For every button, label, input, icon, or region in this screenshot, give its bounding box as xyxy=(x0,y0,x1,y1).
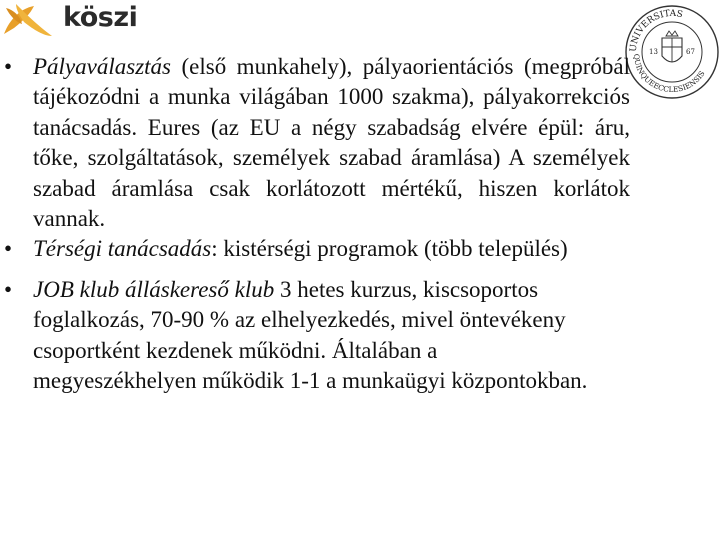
bullet-symbol: • xyxy=(4,236,13,262)
bullet-list xyxy=(0,52,700,396)
bullet-text: (első munkahely), pályaorientációs (megpróbál tájékozódni a munka világában 1000 szakma), pályakorrekciós tanácsadás. Eures (az EU a négy szabadság elvére épül: áru, tőke, szolgáltatások, személyek szabad áramlása) A személyek szabad áramlása csak korlátozott mértékű, hiszen korlátok vannak. xyxy=(33,54,630,232)
bullet-text: 3 hetes kurzus, kiscsoportos foglalkozás, 70-90 % az elhelyezkedés, mivel öntevékeny csoportként kezdenek működni. Általában a megyeszékhelyen működik 1-1 a munkaügyi központokban. xyxy=(33,276,588,394)
bullet-symbol: • xyxy=(4,276,13,302)
bullet-item-tersegi-tanacsadas xyxy=(0,234,630,264)
koszi-logo-text: köszi xyxy=(63,2,138,33)
bullet-term: Pályaválasztás xyxy=(33,54,171,79)
koszi-logo-mark-icon xyxy=(0,0,62,44)
svg-text:UNIVERSITAS xyxy=(629,9,684,52)
seal-text-top: UNIVERSITAS xyxy=(628,8,684,53)
koszi-logo xyxy=(0,0,140,46)
bullet-term-colon: : xyxy=(211,236,218,262)
bullet-item-job-klub xyxy=(0,275,593,397)
bullet-symbol: • xyxy=(4,54,13,79)
bullet-term: JOB klub álláskereső klub xyxy=(33,276,275,302)
bullet-text: kistérségi programok (több település) xyxy=(217,236,568,262)
bullet-term: Térségi tanácsadás xyxy=(33,236,212,262)
bullet-item-palyavalasztas xyxy=(0,52,630,234)
seal-year-right: 67 xyxy=(686,48,695,56)
seal-year-left: 13 xyxy=(649,48,658,56)
seal-text-bottom: QUINQUEECCLESIENSIS xyxy=(631,53,707,95)
